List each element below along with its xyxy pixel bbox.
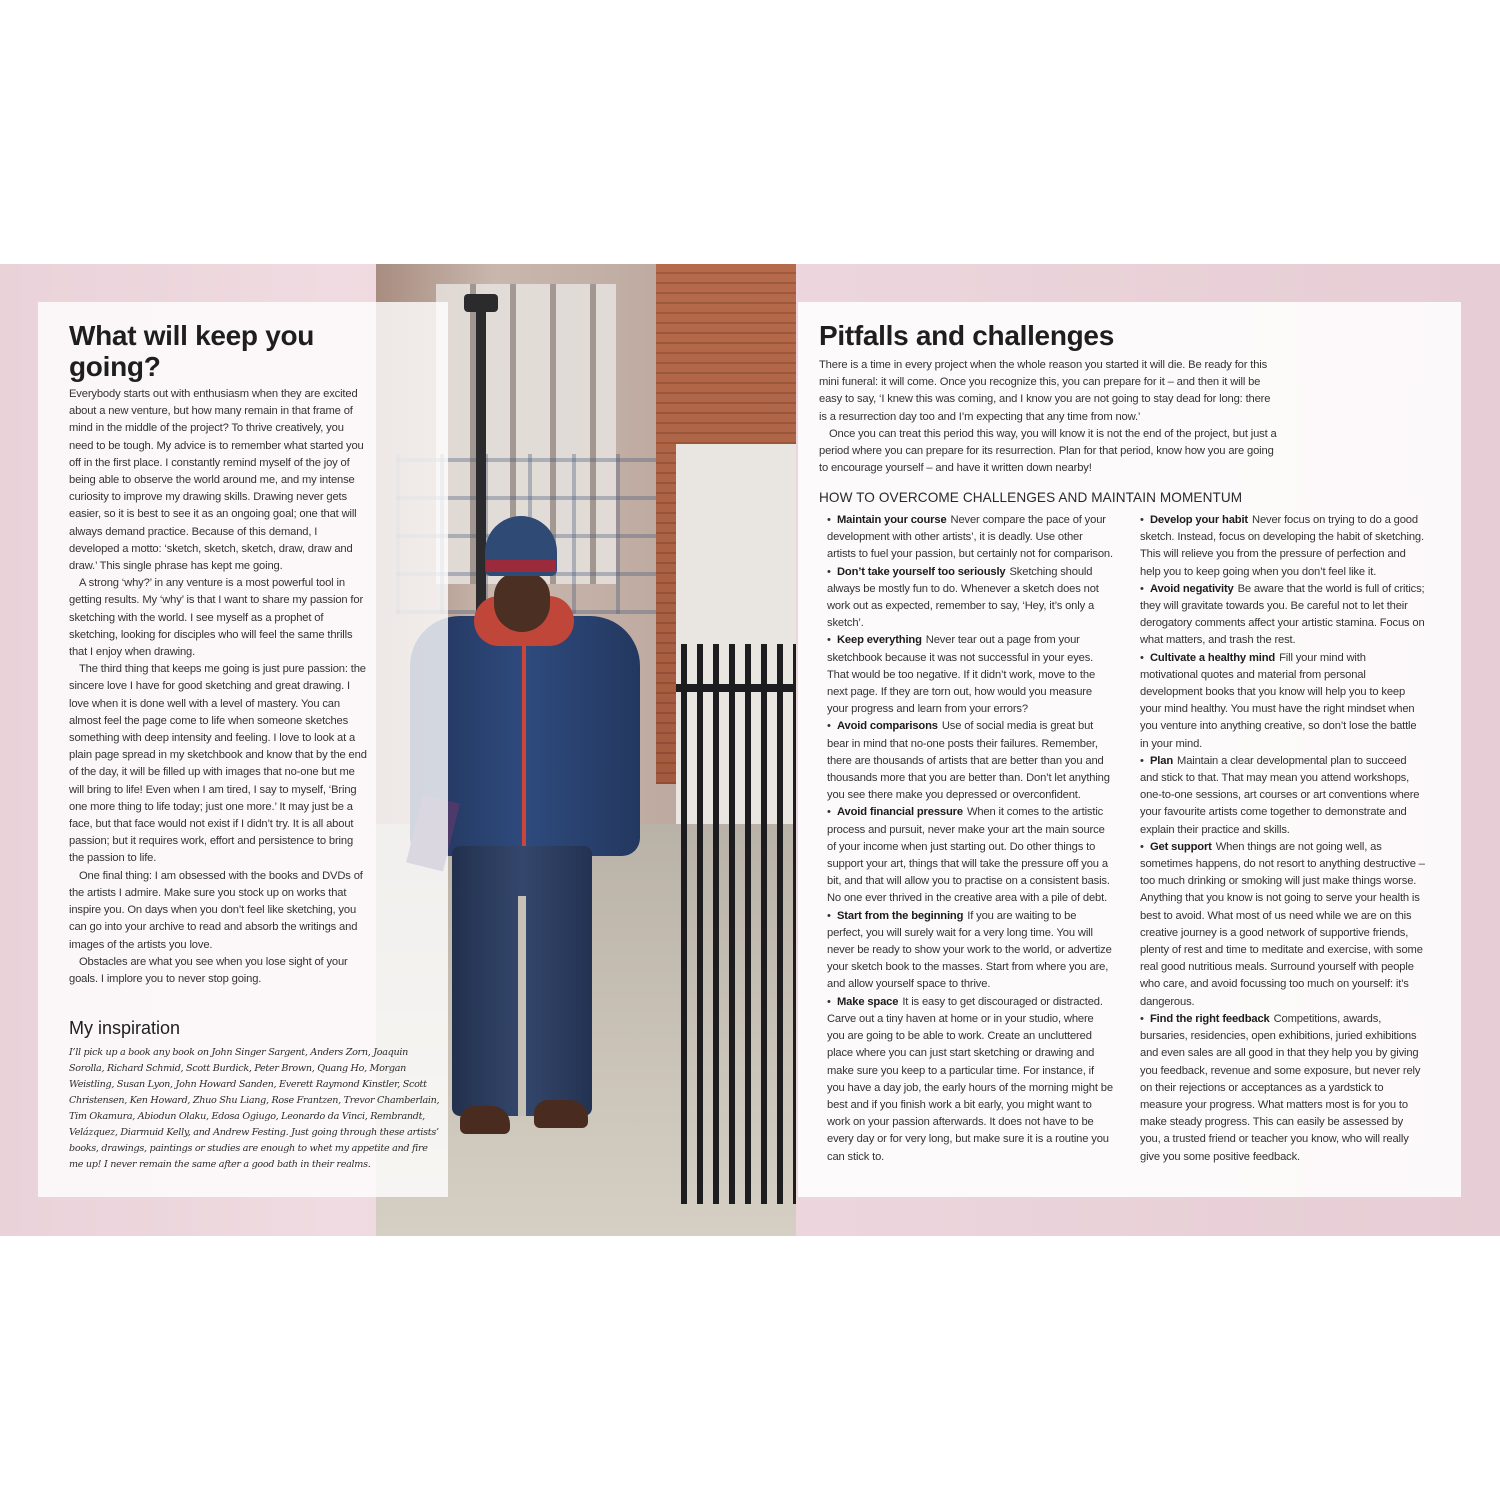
tip-item bbox=[1130, 839, 1426, 1011]
bullet-icon: • bbox=[827, 634, 831, 647]
tips-column-right bbox=[1130, 512, 1426, 1166]
tip-heading: Find the right feedback bbox=[1150, 1012, 1270, 1025]
tip-item bbox=[1130, 650, 1426, 753]
tip-heading: Don’t take yourself too seriously bbox=[837, 565, 1006, 578]
tip-heading: Develop your habit bbox=[1150, 514, 1249, 526]
jeans-leg-gap bbox=[518, 896, 526, 1116]
tips-column-left bbox=[817, 512, 1113, 1166]
tip-heading: Keep everything bbox=[837, 634, 922, 647]
bullet-icon: • bbox=[827, 909, 831, 922]
inspiration-text: I’ll pick up a book any book on John Singer Sargent, Anders Zorn, Joaquin Sorolla, Richard Schmid, Scott Burdick, Peter Brown, Quang Ho, Morgan Weistling, Susan Lyon, John Howard Sanden, Everett Raymond Kinstler, Scott Christensen, Ken Howard, Zhuo Shu Liang, Rose Frantzen, Trevor Chamberlain, Tim Okamura, Abiodun Olaku, Edosa Ogiugo, Leonardo da Vinci, Rembrandt, Velázquez, Diarmuid Kelly, and Andrew Festing. Just going through these artists’ books, drawings, paintings or studies are enough to whet my appetite and fire me up! I never remain the same after a good bath in their realms. bbox=[69, 1047, 440, 1170]
tip-text: Fill your mind with motivational quotes and material from personal development books that you know will help you to keep your mind healthy. You must have the right mindset when you venture into anything creative, so don’t lose the battle in your mind. bbox=[1140, 651, 1417, 750]
tip-text: Be aware that the world is full of critics; they will gravitate towards you. Be careful not to let their derogatory comments affect your artistic stamina. Focus on what matters, and trash the rest. bbox=[1140, 582, 1425, 647]
tip-heading: Maintain your course bbox=[837, 514, 947, 526]
tip-item bbox=[817, 632, 1113, 718]
bullet-icon: • bbox=[827, 720, 831, 733]
tip-text: Never compare the pace of your development with other artists’, it is deadly. Use other artists to fuel your passion, but certainly not for comparison. bbox=[827, 514, 1113, 561]
tip-item bbox=[1130, 581, 1426, 650]
bullet-icon: • bbox=[1140, 582, 1144, 595]
tip-heading: Get support bbox=[1150, 840, 1212, 853]
bullet-icon: • bbox=[827, 806, 831, 819]
tip-text: If you are waiting to be perfect, you will surely wait for a very long time. You will never be ready to show your work to the world, or advertize your sketch book to the masses. Start from where you are, and allow yourself space to thrive. bbox=[827, 909, 1112, 991]
tip-heading: Cultivate a healthy mind bbox=[1150, 651, 1276, 664]
left-shoe bbox=[460, 1106, 510, 1134]
tip-text: When it comes to the artistic process and pursuit, never make your art the main source of your income when just starting out. Do other things to support your art, things that will take the pressure off you a bit, and that will allow you to practise on a consistent basis. No one ever thrived in the creative area with a pile of debt. bbox=[827, 806, 1110, 905]
tip-item bbox=[817, 908, 1113, 994]
tip-text: When things are not going well, as sometimes happens, do not resort to anything destructive – too much drinking or smoking will just make things worse. Anything that you know is not going to serve your health is best to avoid. What most of us need while we are on this creative journey is a good network of supportive friends, plenty of rest and time to meditate and exercise, with some real good nutritious meals. Surround yourself with people who care, and avoid focussing too much on yourself: it’s dangerous. bbox=[1140, 840, 1425, 1008]
left-page-title: What will keep you going? bbox=[69, 320, 315, 382]
paragraph: Obstacles are what you see when you lose sight of your goals. I implore you to never stop going. bbox=[69, 955, 348, 985]
tip-heading: Avoid financial pressure bbox=[837, 806, 963, 819]
right-shoe bbox=[534, 1100, 588, 1128]
bullet-icon: • bbox=[1140, 754, 1144, 767]
tip-text: Competitions, awards, bursaries, residencies, open exhibitions, juried exhibitions and even sales are all good in that they help you by giving you feedback, revenue and some exposure, but never rely on their rejections or acceptances as a yardstick to measure your progress. What matters most is for you to make steady progress. This can easily be assessed by you, a trusted friend or teacher you know, who will really give you some positive feedback. bbox=[1140, 1012, 1421, 1163]
bullet-icon: • bbox=[827, 514, 831, 526]
tip-text: Use of social media is great but bear in mind that no-one posts their failures. Remember, there are thousands of artists that are better than you and thousands more that you are better than. Don’t let anything you see there make you depressed or overconfident. bbox=[827, 720, 1110, 802]
paragraph: Everybody starts out with enthusiasm when they are excited about a new venture, but how many remain in that frame of mind in the middle of the project? To thrive creatively, you need to be tough. My advice is to remember what started you off in the first place. I constantly remind myself of the joy of being able to observe the world around me, and my intense curiosity to improve my drawing skills. Drawing never gets easier, so it is best to see it as an ongoing goal; one that will always demand practice. Because of this demand, I developed a motto: ‘sketch, sketch, sketch, draw, draw and draw.’ This single phrase has kept me going. bbox=[69, 388, 364, 573]
tip-item bbox=[817, 804, 1113, 907]
tip-heading: Plan bbox=[1150, 754, 1174, 767]
tip-heading: Start from the beginning bbox=[837, 909, 964, 922]
bullet-icon: • bbox=[1140, 514, 1144, 526]
paragraph: There is a time in every project when the whole reason you started it will die. Be ready for this mini funeral: it will come. Once you recognize this, you can prepare for it – and then it will be easy to say, ‘I knew this was coming, and I know you are not going to stay dead for long: there is a resurrection day too and I’m expecting that any time from now.’ bbox=[819, 359, 1271, 423]
section-subheading: HOW TO OVERCOME CHALLENGES AND MAINTAIN MOMENTUM bbox=[819, 490, 1243, 505]
right-page-title: Pitfalls and challenges bbox=[819, 320, 1114, 351]
bullet-icon: • bbox=[1140, 1012, 1144, 1025]
hat-band bbox=[486, 560, 556, 572]
face bbox=[494, 572, 550, 632]
tip-heading: Make space bbox=[837, 995, 899, 1008]
iron-fence bbox=[681, 644, 796, 1204]
bullet-icon: • bbox=[1140, 651, 1144, 664]
tip-item bbox=[817, 564, 1113, 633]
paragraph: A strong ‘why?’ in any venture is a most powerful tool in getting results. My ‘why’ is that I want to share my passion for sketching with the world. I see myself as a prophet of sketching, looking for disciples who will feel the same thrills that I enjoy when drawing. bbox=[69, 577, 364, 659]
tip-heading: Avoid negativity bbox=[1150, 582, 1234, 595]
bullet-icon: • bbox=[1140, 840, 1144, 853]
bullet-icon: • bbox=[827, 995, 831, 1008]
right-intro-text bbox=[819, 357, 1279, 477]
tip-item bbox=[817, 994, 1113, 1166]
tip-heading: Avoid comparisons bbox=[837, 720, 938, 733]
tip-item bbox=[1130, 1011, 1426, 1166]
inspiration-heading: My inspiration bbox=[69, 1018, 181, 1038]
tip-text: Never focus on trying to do a good sketch. Instead, focus on developing the habit of sketching. This will relieve you from the pressure of perfection and help you to keep going when you don’t feel like it. bbox=[1140, 514, 1424, 578]
tip-text: Maintain a clear developmental plan to succeed and stick to that. That may mean you attend workshops, one-to-one sessions, art courses or art conventions where your favourite artists come together to demonstrate and explain their practice and skills. bbox=[1140, 754, 1420, 836]
paragraph: Once you can treat this period this way, you will know it is not the end of the project, but just a period where you can prepare for its resurrection. Plan for that period, know how you are going to encourage yourself – and have it written down nearby! bbox=[819, 427, 1277, 475]
tip-item bbox=[817, 718, 1113, 804]
bullet-icon: • bbox=[827, 565, 831, 578]
left-body-text bbox=[69, 386, 369, 988]
paragraph: The third thing that keeps me going is just pure passion: the sincere love I have for good sketching and great drawing. I love when it is done well with a level of mastery. You can almost feel the page come to life when someone sketches something with deep intensity and feeling. I love to look at a plain page spread in my sketchbook and know that by the end of the day, it will be filled up with images that no-one but me will bring to life! Even when I am tired, I say to myself, ‘Bring one more thing to life today; just one more.’ It may just be a face, but that face would not exist if I didn’t try. It is all about passion; but it requires work, effort and persistence to bring the passion to life. bbox=[69, 663, 367, 865]
tip-item bbox=[1130, 512, 1426, 581]
tip-text: Sketching should always be mostly fun to do. Whenever a sketch does not work out as expected, remember to say, ‘Hey, it’s only a sketch’. bbox=[827, 565, 1099, 630]
tip-text: Never tear out a page from your sketchbook because it was not successful in your eyes. That would be too negative. If it didn’t work, move to the next page. If they are torn out, how would you measure your progress and learn from your errors? bbox=[827, 634, 1096, 716]
jacket-zip bbox=[522, 646, 526, 856]
tip-item bbox=[1130, 753, 1426, 839]
tip-item bbox=[817, 512, 1113, 564]
tip-text: It is easy to get discouraged or distracted. Carve out a tiny haven at home or in your studio, where you are going to be able to work. Create an uncluttered place where you can just start sketching or drawing and make sure you keep to a particular time. For instance, if you have a day job, the early hours of the morning might be best and if you finish work a bit early, you might want to work on your passion afterwards. It does not have to be every day or for very long, but make sure it is a routine you can stick to. bbox=[827, 995, 1113, 1163]
paragraph: One final thing: I am obsessed with the books and DVDs of the artists I admire. Make sure you stock up on works that inspire you. On days when you don’t feel like sketching, you can go into your archive to read and absorb the writings and images of the artists you love. bbox=[69, 869, 363, 951]
